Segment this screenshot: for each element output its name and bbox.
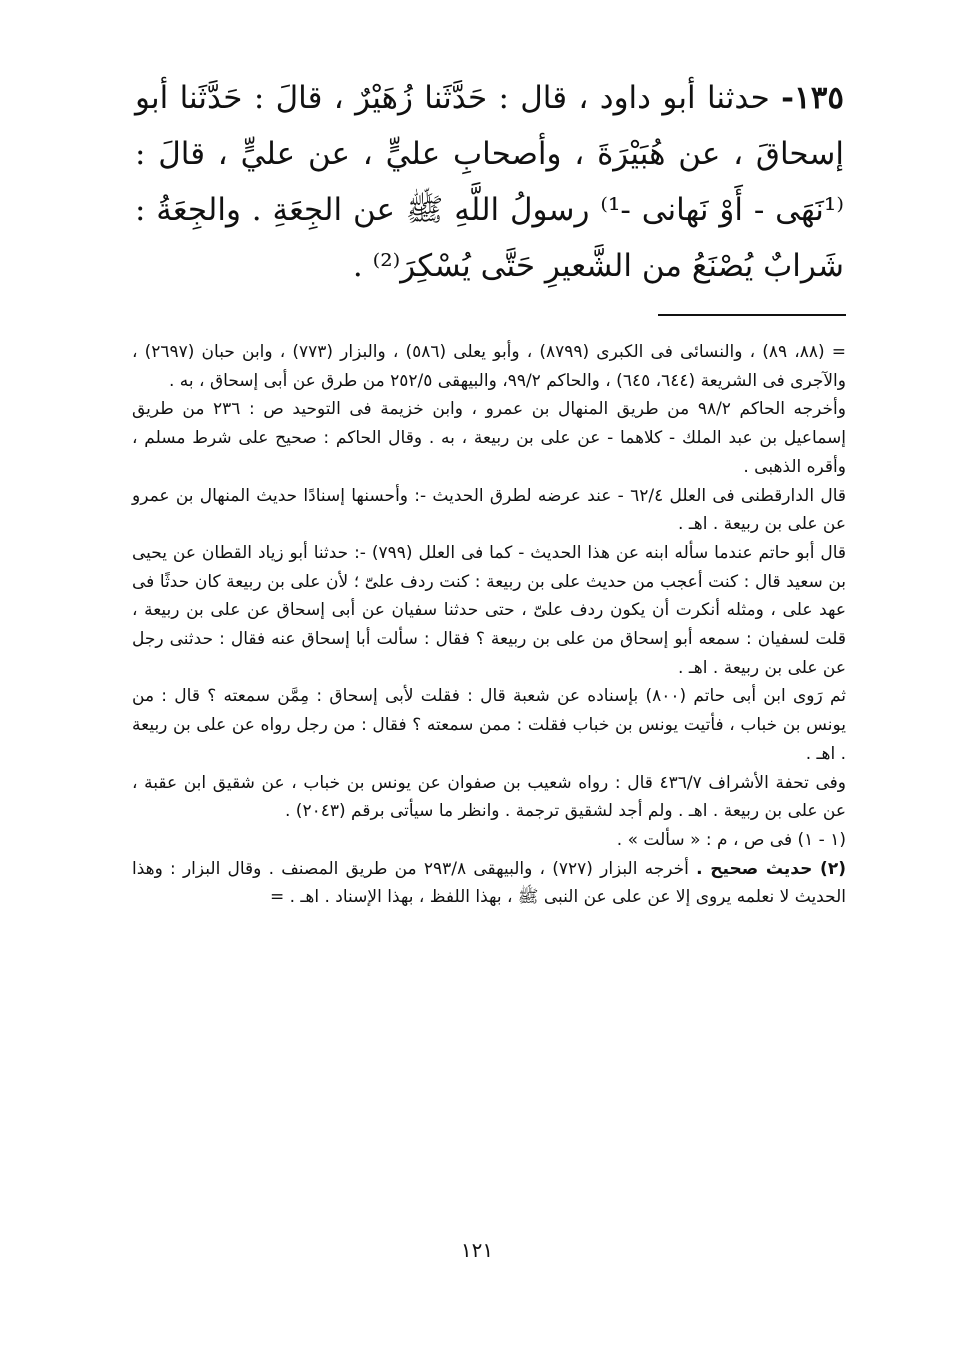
footnote-separator (658, 314, 846, 316)
footnote-paragraph: ثم رَوى ابن أبى حاتم (٨٠٠) بإسناده عن شعبة قال : فقلت لأبى إسحاق : مِمَّن سمعته ؟ قال : من يونس بن خباب ، فأتيت يونس بن خباب فقلت : ممن سمعته ؟ فقال : من رجل رواه عن على بن ربيعة . اهـ . (132, 686, 846, 764)
footnote-paragraph: وفى تحفة الأشراف ٤٣٦/٧ قال : رواه شعيب بن صفوان عن يونس بن خباب ، عن شقيق ابن عقبة ، عن على بن ربيعة . اهـ . ولم أجد لشقيق ترجمة . وانظر ما سيأتى برقم (٢٠٤٣) . (132, 772, 846, 822)
footnote-grading-note (132, 855, 846, 912)
footnotes (132, 338, 846, 912)
footnote-variant-note: (١ - ١) فى ص ، م : « سألت » . (616, 829, 846, 850)
footnote-paragraph: قال الدارقطنى فى العلل ٦٢/٤ - عند عرضه لطرق الحديث -: وأحسنها إسنادًا حديث المنهال بن عمرو عن على بن ربيعة . اهـ . (132, 485, 846, 535)
hadith-number: ١٣٥- (781, 80, 844, 116)
footnote-grading-text: أخرجه البزار (٧٢٧) ، والبيهقى ٢٩٣/٨ من طريق المصنف . وقال البزار : وهذا الحديث لا نعلمه يروى إلا عن على عن النبى ﷺ ، بهذا اللفظ ، بهذا الإسناد . اهـ . = (132, 858, 846, 908)
footnote-paragraph: = (٨٨، ٨٩) ، والنسائى فى الكبرى (٨٧٩٩) ، وأبو يعلى (٥٨٦) ، والبزار (٧٧٣) ، وابن حبان (٢٦٩٧) ، والآجرى فى الشريعة (٦٤٤، ٦٤٥) ، والحاكم ٩٩/٢، والبيهقى ٢٥٢/٥ من طرق عن أبى إسحاق ، به . (132, 342, 847, 391)
footnote-paragraph: وأخرجه الحاكم ٩٨/٢ من طريق المنهال بن عمرو ، وابن خزيمة فى التوحيد ص : ٢٣٦ من طريق إسماعيل بن عبد الملك - كلاهما - عن على بن ربيعة ، به . وقال الحاكم : صحيح على شرط مسلم ، وأقره الذهبى . (132, 399, 846, 477)
hadith-paragraph (135, 70, 844, 294)
hadith-text: حدثنا أبو داود ، قال : حَدَّثَنا زُهَيْرٌ ، قالَ : حَدَّثَنا أبو إسحاقَ ، عن هُبَيْرَةَ ، وأصحابِ عليٍّ ، عن عليٍّ ، قالَ : ⁽¹نَهَى - أَوْ نَهانى -¹⁾ رسولُ اللَّهِ ﷺ عن الجِعَةِ . والجِعَةُ : شَرابٌ يُصْنَعُ من الشَّعيرِ حَتَّى يُسْكِرَ⁽²⁾ . (135, 80, 844, 284)
footnote-paragraph: قال أبو حاتم عندما سأله ابنه عن هذا الحديث - كما فى العلل (٧٩٩) -: حدثنا أبو زياد القطان عن يحيى بن سعيد قال : كنت أعجب من حديث على بن ربيعة : كنت ردف علىّ ؛ لأن على بن ربيعة كان حدثًا فى عهد على ، ومثله أنكرت أن يكون ردف علىّ ، حتى حدثنا سفيان عن أبى إسحاق عن على بن ربيعة ، قلت لسفيان : سمعه أبو إسحاق من على بن ربيعة ؟ فقال : سألت أبا إسحاق عنه فقال : حدثنى رجل عن على بن ربيعة . اهـ . (132, 542, 846, 678)
footnote-grading-lead: (٢) حديث صحيح . (696, 858, 846, 879)
page-number: ١٢١ (460, 1238, 494, 1262)
